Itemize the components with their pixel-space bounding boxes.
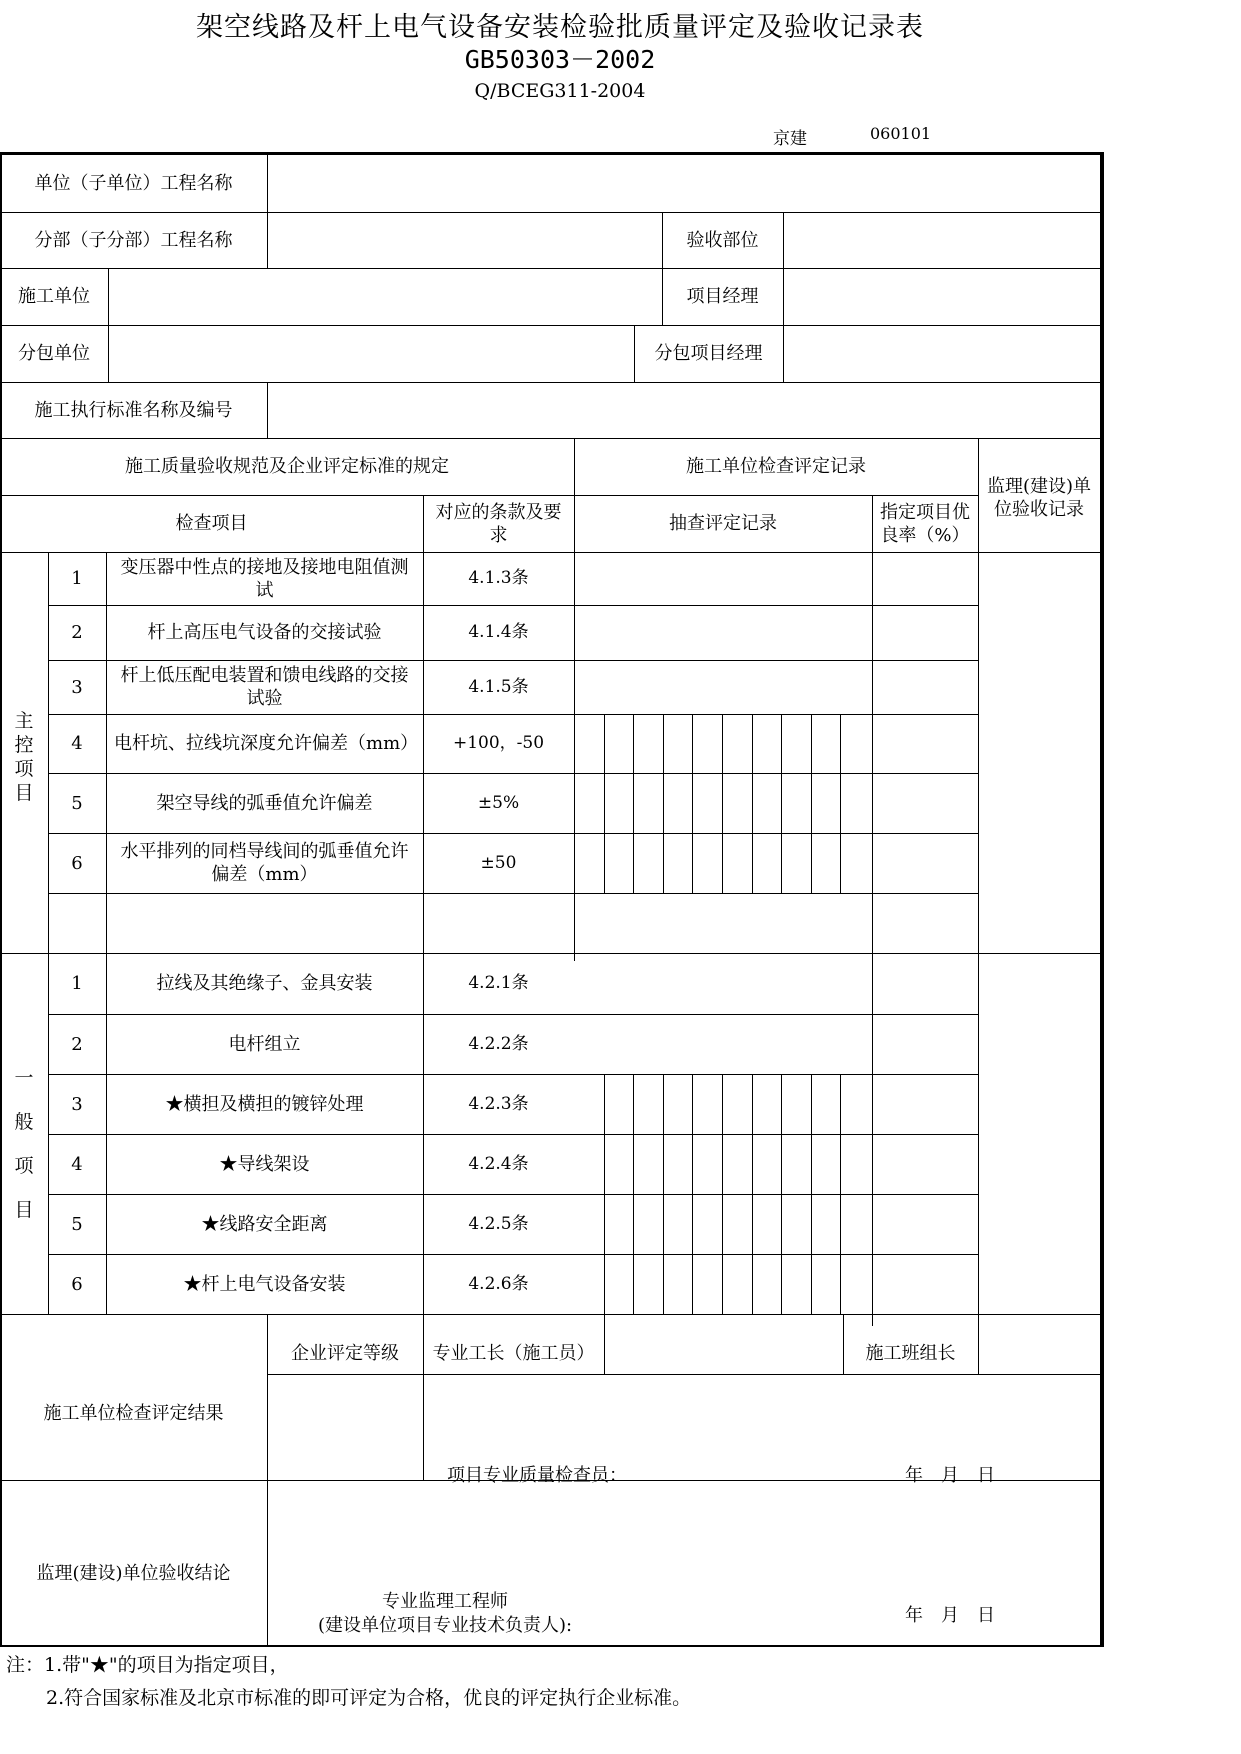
table-rule [692, 714, 693, 893]
table-rule [48, 893, 978, 894]
table-rule [811, 714, 812, 893]
main-control-item-name: 水平排列的同档导线间的弧垂值允许偏差（mm） [120, 841, 409, 885]
result-date: 年 月 日 [905, 1464, 995, 1486]
general-item-clause: 4.2.2条 [468, 1033, 529, 1054]
table-rule [811, 1074, 812, 1314]
general-label [0, 961, 48, 1326]
subcontract-unit-label: 分包单位 [18, 343, 90, 364]
main-control-item-clause: ±5% [477, 792, 520, 813]
table-rule [840, 1074, 841, 1314]
unit-project-label: 单位（子单位）工程名称 [34, 172, 233, 194]
inspector-label: 项目专业质量检查员： [447, 1464, 627, 1486]
section-label-char: 般 [14, 1110, 34, 1133]
main-control-item-no: 3 [71, 676, 83, 698]
section-label-char: 目 [14, 1198, 34, 1221]
project-manager-label: 项目经理 [686, 286, 759, 307]
section-label-char: 项 [14, 757, 34, 780]
section-label-char: 主 [14, 709, 34, 732]
standard-code: GB50303－2002 [464, 45, 656, 74]
table-rule [978, 1314, 979, 1374]
enterprise-standard-code: Q/BCEG311-2004 [474, 80, 646, 102]
form-code-value: 060101 [870, 124, 932, 143]
general-item-no: 5 [71, 1213, 83, 1235]
grade-label: 企业评定等级 [291, 1342, 399, 1364]
spec-header: 施工质量验收规范及企业评定标准的规定 [125, 456, 449, 477]
sub-project-label: 分部（子分部）工程名称 [34, 229, 233, 251]
table-rule [267, 212, 268, 268]
supervision-engineer-label: 专业监理工程师 [382, 1590, 508, 1612]
table-rule [604, 1074, 605, 1314]
general-item-no: 6 [71, 1273, 83, 1295]
general-item-no: 4 [71, 1153, 83, 1175]
main-control-item-name: 杆上低压配电装置和馈电线路的交接试验 [120, 665, 409, 709]
construction-tech-lead-label: (建设单位项目专业技术负责人): [317, 1614, 573, 1636]
main-control-item-clause: 4.1.5条 [468, 676, 529, 697]
table-rule [604, 1314, 605, 1374]
general-item-clause: 4.2.1条 [468, 973, 529, 993]
main-control-item-clause: ±50 [480, 852, 517, 873]
section-label-char: 一 [14, 1066, 34, 1089]
table-rule [781, 714, 782, 893]
table-rule [0, 268, 1100, 269]
table-rule [783, 268, 784, 382]
general-item-no: 2 [71, 1033, 83, 1055]
check-record-header: 施工单位检查评定记录 [686, 456, 866, 477]
general-item-no: 1 [71, 973, 83, 994]
table-rule [0, 325, 1100, 326]
foreman-label: 专业工长（施工员） [432, 1342, 595, 1364]
main-control-item-name: 杆上高压电气设备的交接试验 [147, 622, 382, 643]
table-rule [108, 268, 109, 382]
main-control-item-no: 6 [71, 852, 83, 874]
sample-record-header: 抽查评定记录 [669, 513, 777, 534]
standard-name-label: 施工执行标准名称及编号 [34, 399, 233, 421]
table-rule [872, 495, 873, 1326]
table-rule [633, 714, 634, 893]
general-item-clause: 4.2.3条 [468, 1093, 529, 1114]
table-rule [663, 714, 664, 893]
general-item-name: 电杆组立 [228, 1033, 301, 1055]
main-control-item-name: 变压器中性点的接地及接地电阻值测试 [120, 556, 409, 601]
form-title: 架空线路及杆上电气设备安装检验批质量评定及验收记录表 [196, 12, 924, 43]
section-label-char: 控 [14, 733, 34, 756]
main-control-item-clause: 4.1.3条 [468, 568, 529, 588]
supervision-header: 监理(建设)单位验收记录 [986, 475, 1092, 520]
table-rule [692, 1074, 693, 1314]
table-rule [840, 714, 841, 893]
main-control-item-no: 5 [71, 792, 83, 814]
table-rule [781, 1074, 782, 1314]
general-item-no: 3 [71, 1093, 83, 1115]
general-item-name: 拉线及其绝缘子、金具安装 [156, 973, 373, 994]
table-rule [604, 714, 605, 893]
table-rule [752, 1074, 753, 1314]
general-item-clause: 4.2.4条 [468, 1153, 529, 1174]
table-rule [663, 1074, 664, 1314]
table-rule [267, 154, 268, 212]
main-control-item-name: 架空导线的弧垂值允许偏差 [156, 792, 373, 814]
table-rule [633, 1074, 634, 1314]
main-control-item-clause: +100，-50 [452, 733, 545, 753]
acceptance-part-label: 验收部位 [686, 229, 759, 251]
table-rule [722, 1074, 723, 1314]
general-item-clause: 4.2.5条 [468, 1213, 529, 1234]
result-label: 施工单位检查评定结果 [43, 1403, 224, 1424]
general-item-name: ★导线架设 [219, 1153, 310, 1175]
table-rule [783, 212, 784, 268]
note-1: 注：1.带"★"的项目为指定项目， [6, 1654, 289, 1676]
supervision-date: 年 月 日 [905, 1604, 995, 1626]
main-control-item-no: 4 [71, 733, 83, 754]
general-item-name: ★线路安全距离 [201, 1213, 328, 1235]
table-rule [0, 1314, 1100, 1315]
main-control-label [0, 552, 48, 961]
main-control-item-name: 电杆坑、拉线坑深度允许偏差（mm） [114, 733, 419, 754]
general-item-name: ★杆上电气设备安装 [183, 1273, 346, 1295]
note-2: 2.符合国家标准及北京市标准的即可评定为合格，优良的评定执行企业标准。 [46, 1687, 692, 1709]
rate-header: 指定项目优良率（%） [880, 501, 970, 546]
table-rule [267, 382, 268, 438]
subcontract-manager-label: 分包项目经理 [654, 343, 763, 364]
general-item-clause: 4.2.6条 [468, 1273, 529, 1294]
item-header: 检查项目 [175, 513, 248, 534]
table-rule [752, 714, 753, 893]
form-code-label: 京建 [773, 129, 807, 149]
supervision-conclusion-label: 监理(建设)单位验收结论 [36, 1562, 231, 1584]
main-control-item-no: 1 [71, 568, 83, 589]
clause-header: 对应的条款及要求 [435, 501, 562, 546]
table-rule [722, 714, 723, 893]
table-rule [0, 1645, 1104, 1647]
team-leader-label: 施工班组长 [865, 1342, 956, 1364]
general-item-name: ★横担及横担的镀锌处理 [165, 1093, 364, 1115]
section-label-char: 项 [14, 1154, 34, 1177]
main-control-item-no: 2 [71, 622, 83, 643]
main-control-item-clause: 4.1.4条 [468, 622, 529, 642]
section-label-char: 目 [14, 781, 34, 804]
table-rule [978, 438, 979, 1326]
construction-unit-label: 施工单位 [18, 286, 90, 307]
table-rule [1100, 152, 1104, 1645]
